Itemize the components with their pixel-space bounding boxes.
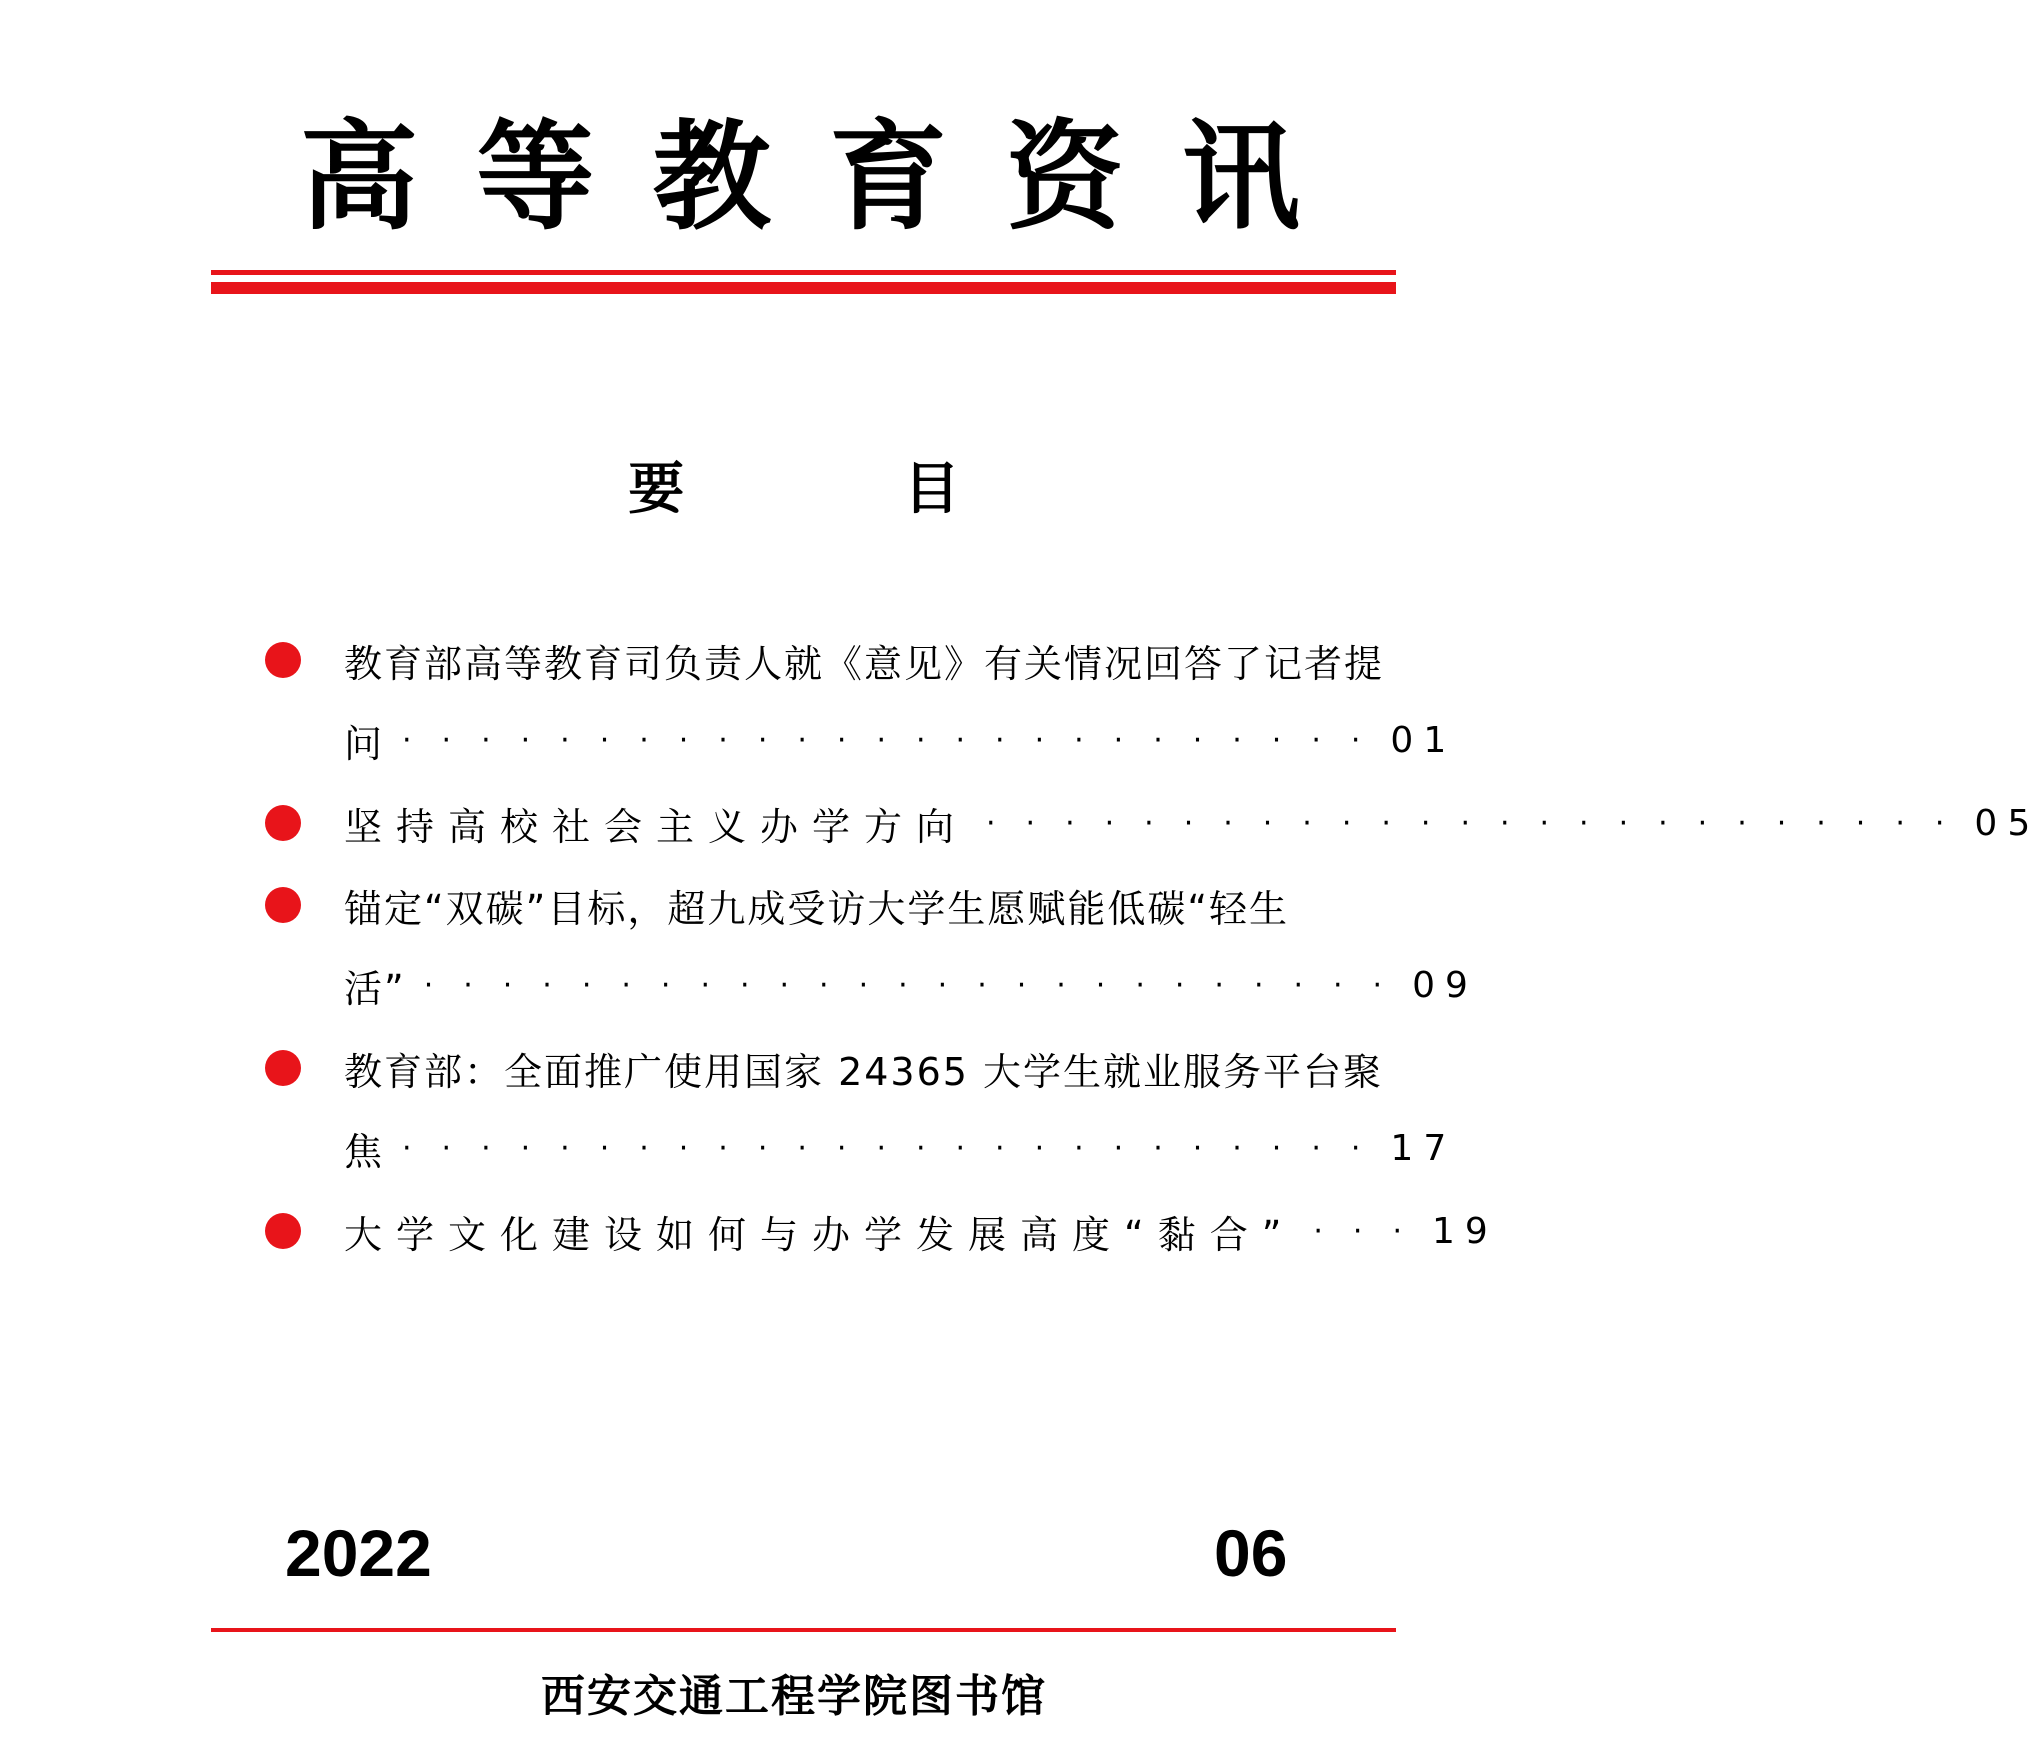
toc-entry-title: 大学文化建设如何与办学发展高度“黏合” (344, 1212, 1296, 1257)
publisher-name: 西安交通工程学院图书馆 (541, 1671, 1047, 1722)
toc-entry-title: 教育部高等教育司负责人就《意见》有关情况回答了记者提 (344, 641, 1385, 686)
toc-entry-line[interactable] (344, 955, 1478, 1015)
toc-entry-title-cont: 活” (344, 966, 406, 1011)
toc-page-number: 19 (1431, 1210, 1498, 1252)
toc-entry-line[interactable] (344, 630, 1384, 690)
masthead-rule-thick (211, 282, 1396, 294)
masthead-char: 教 (652, 107, 771, 246)
toc-page-number: 09 (1412, 964, 1478, 1006)
bullet-icon (265, 805, 301, 841)
issue-year: 2022 (285, 1516, 432, 1590)
bullet-icon (265, 642, 301, 678)
toc-entry-line[interactable] (344, 793, 2040, 853)
footer-rule (211, 1628, 1396, 1632)
toc-entry-line[interactable] (344, 1118, 1457, 1178)
issue-number: 06 (1214, 1516, 1288, 1590)
masthead-char: 等 (476, 107, 595, 246)
toc-entry-line[interactable] (344, 875, 1384, 935)
toc-entry-title-cont: 问 (344, 721, 385, 766)
toc-page-number: 01 (1390, 719, 1457, 761)
leader-dots: ························· (423, 967, 1413, 1003)
toc-entry-title: 锚定“双碳”目标，超九成受访大学生愿赋能低碳“轻生 (344, 886, 1290, 931)
masthead-char: 讯 (1181, 107, 1300, 246)
masthead-char: 高 (300, 107, 419, 246)
toc-entry-title: 教育部：全面推广使用国家 24365 大学生就业服务平台聚 (344, 1049, 1384, 1094)
masthead-rule-thin (211, 270, 1396, 275)
toc-page-number: 05 (1974, 802, 2040, 844)
bullet-icon (265, 1050, 301, 1086)
leader-dots: ··· (1313, 1213, 1432, 1249)
toc-entry-line[interactable] (344, 1201, 1498, 1261)
bullet-icon (265, 887, 301, 923)
toc-title: 要 目 (628, 456, 1060, 522)
toc-page-number: 17 (1390, 1127, 1457, 1169)
masthead-char: 资 (1005, 107, 1124, 246)
toc-entry-title-cont: 焦 (344, 1129, 385, 1174)
bullet-icon (265, 1213, 301, 1249)
leader-dots: ························· (402, 722, 1391, 758)
leader-dots: ························· (986, 805, 1975, 841)
toc-entry-title: 坚持高校社会主义办学方向 (344, 804, 969, 849)
leader-dots: ························· (402, 1130, 1391, 1166)
toc-entry-line[interactable] (344, 710, 1457, 770)
masthead (300, 107, 1300, 246)
toc-entry-line[interactable] (344, 1038, 1384, 1098)
masthead-char: 育 (829, 107, 948, 246)
